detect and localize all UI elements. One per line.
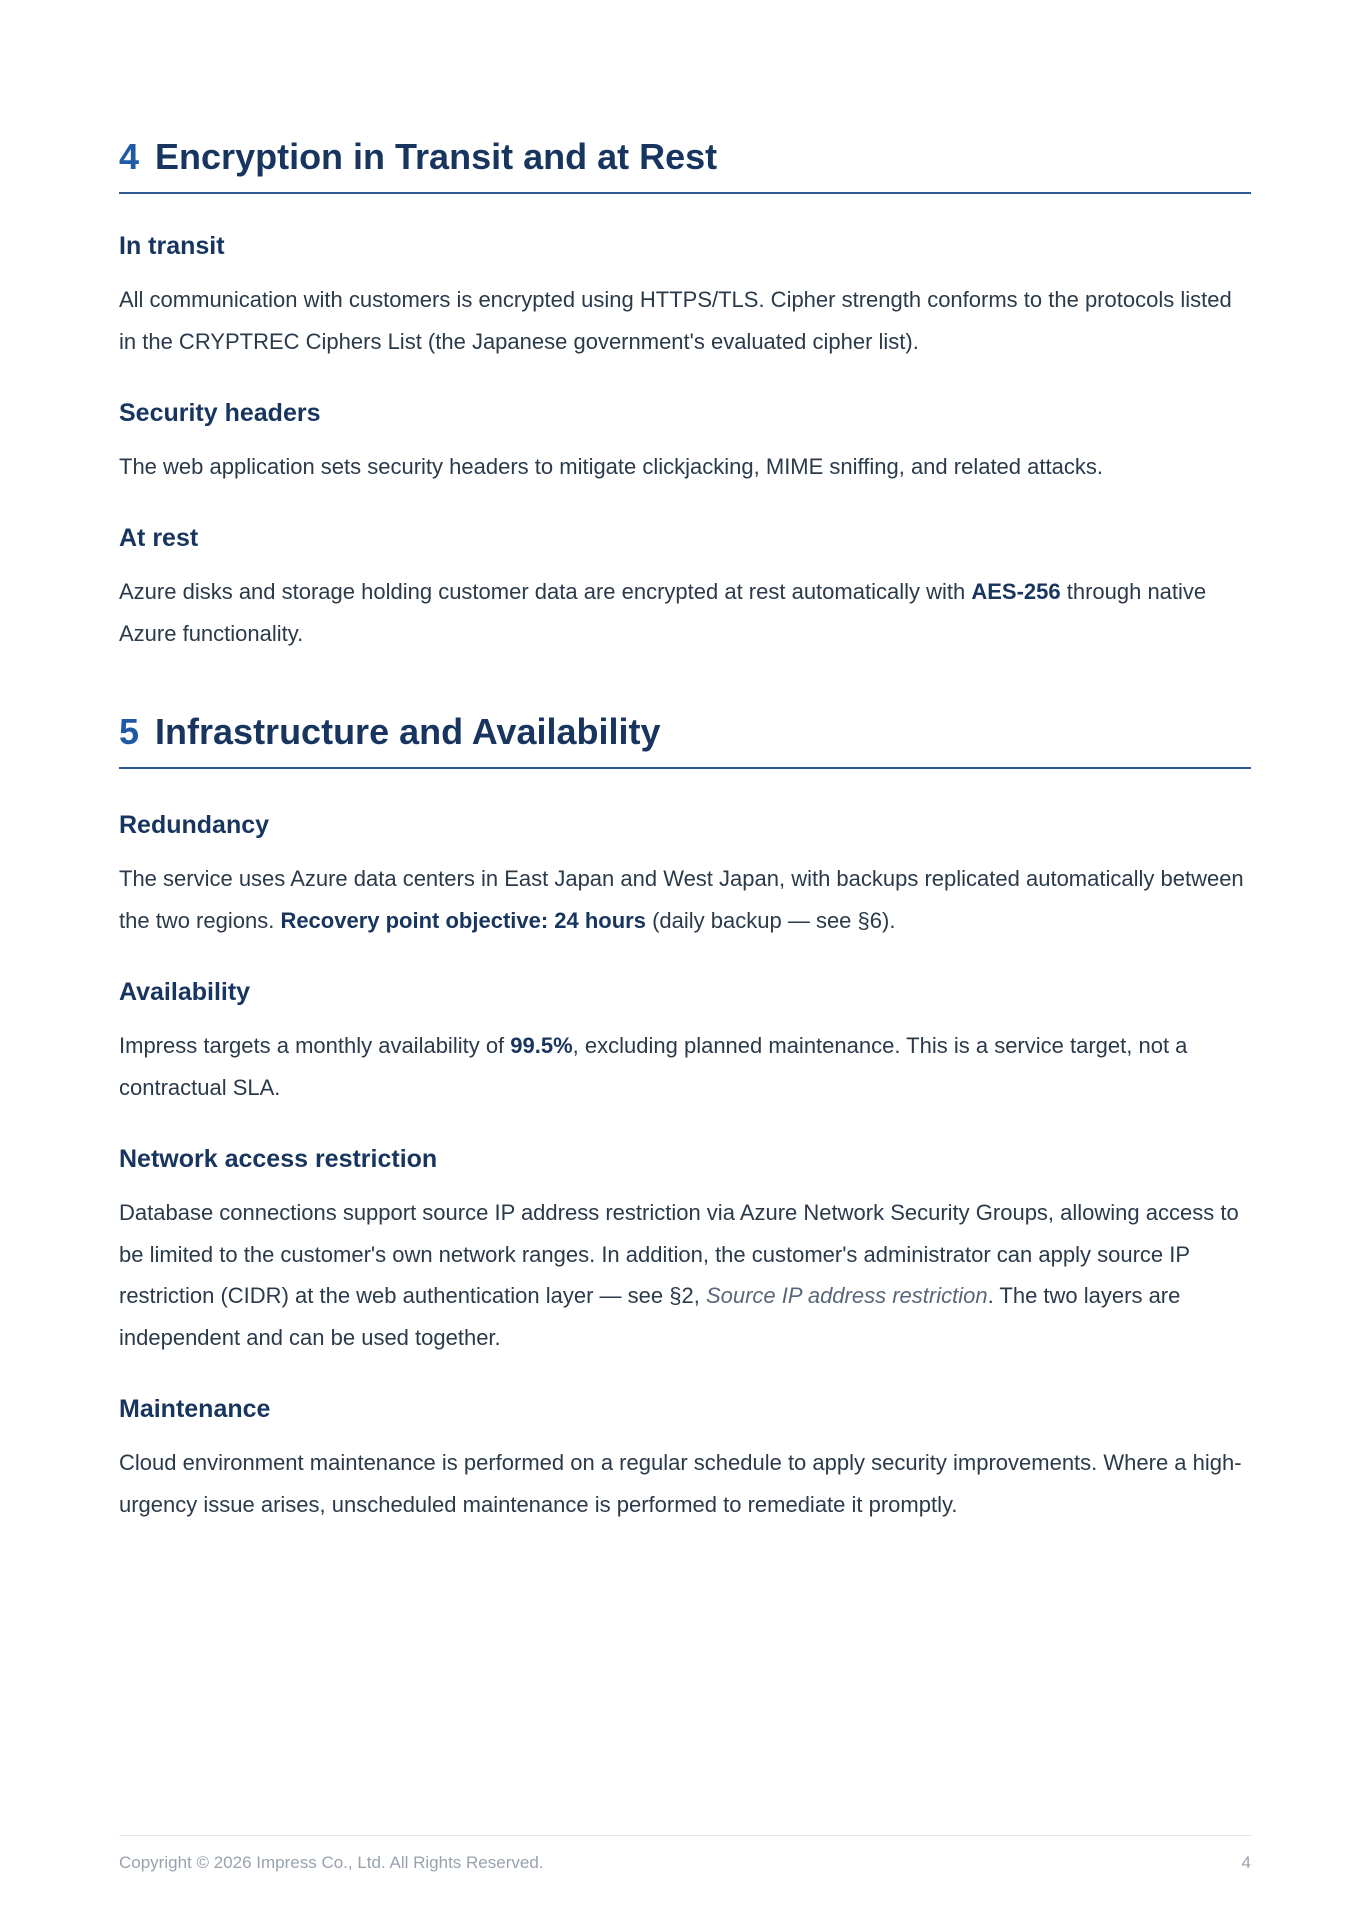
text-segment: Database connections support source IP address restriction via Azure Network Security Groups, allowing access to be limited to the customer's own network ranges. In addition, the customer's administrator can apply source IP restriction (CIDR) at the web authentication layer — see §2, (119, 1200, 1239, 1308)
subheading-at-rest: At rest (119, 524, 199, 552)
paragraph-network-access (119, 1192, 1251, 1358)
text-segment: Azure disks and storage holding customer data are encrypted at rest automatically with (119, 579, 972, 604)
paragraph-availability (119, 1025, 1251, 1108)
highlight-rpo: Recovery point objective: 24 hours (280, 907, 646, 933)
section-title: Encryption in Transit and at Rest (155, 136, 718, 177)
paragraph-in-transit: All communication with customers is encrypted using HTTPS/TLS. Cipher strength conforms to the protocols listed in the CRYPTREC Ciphers List (the Japanese government's evaluated cipher list). (119, 287, 1232, 354)
subheading-availability: Availability (119, 978, 251, 1006)
section-number: 5 (119, 711, 140, 752)
paragraph-security-headers: The web application sets security headers to mitigate clickjacking, MIME sniffing, and related attacks. (119, 454, 1103, 479)
section-encryption (119, 136, 1251, 194)
text-segment: through native Azure functionality. (119, 579, 1207, 646)
section-infrastructure (119, 711, 1251, 769)
paragraph-redundancy (119, 858, 1251, 941)
subheading-maintenance: Maintenance (119, 1395, 271, 1423)
highlight-availability: 99.5% (510, 1033, 573, 1058)
section-heading (119, 711, 1251, 769)
reference-source-ip: Source IP address restriction (705, 1283, 988, 1308)
paragraph-at-rest (119, 571, 1251, 654)
section-title: Infrastructure and Availability (155, 711, 661, 752)
text-segment: Impress targets a monthly availability of (119, 1033, 511, 1058)
paragraph-maintenance: Cloud environment maintenance is performed on a regular schedule to apply security improvements. Where a high-urgency issue arises, unscheduled maintenance is performed to remediate it promptly. (119, 1450, 1242, 1517)
subheading-security-headers: Security headers (119, 399, 321, 427)
footer-page-number: 4 (1241, 1853, 1251, 1872)
subheading-redundancy: Redundancy (119, 811, 270, 839)
text-segment: , excluding planned maintenance. This is a service target, not a contractual SLA. (119, 1033, 1188, 1100)
subheading-network-access: Network access restriction (119, 1145, 438, 1173)
subheading-in-transit: In transit (119, 232, 225, 260)
section-number: 4 (119, 136, 140, 177)
footer-copyright: Copyright © 2026 Impress Co., Ltd. All Rights Reserved. (119, 1853, 544, 1872)
text-segment: (daily backup — see §6). (645, 907, 896, 933)
highlight-aes: AES-256 (971, 579, 1061, 604)
footer-divider (119, 1835, 1251, 1836)
text-segment: . The two layers are independent and can be used together. (119, 1283, 1181, 1350)
text-segment: The service uses Azure data centers in East Japan and West Japan, with backups replicated automatically between the two regions. (119, 866, 1244, 933)
section-heading (119, 136, 1251, 194)
